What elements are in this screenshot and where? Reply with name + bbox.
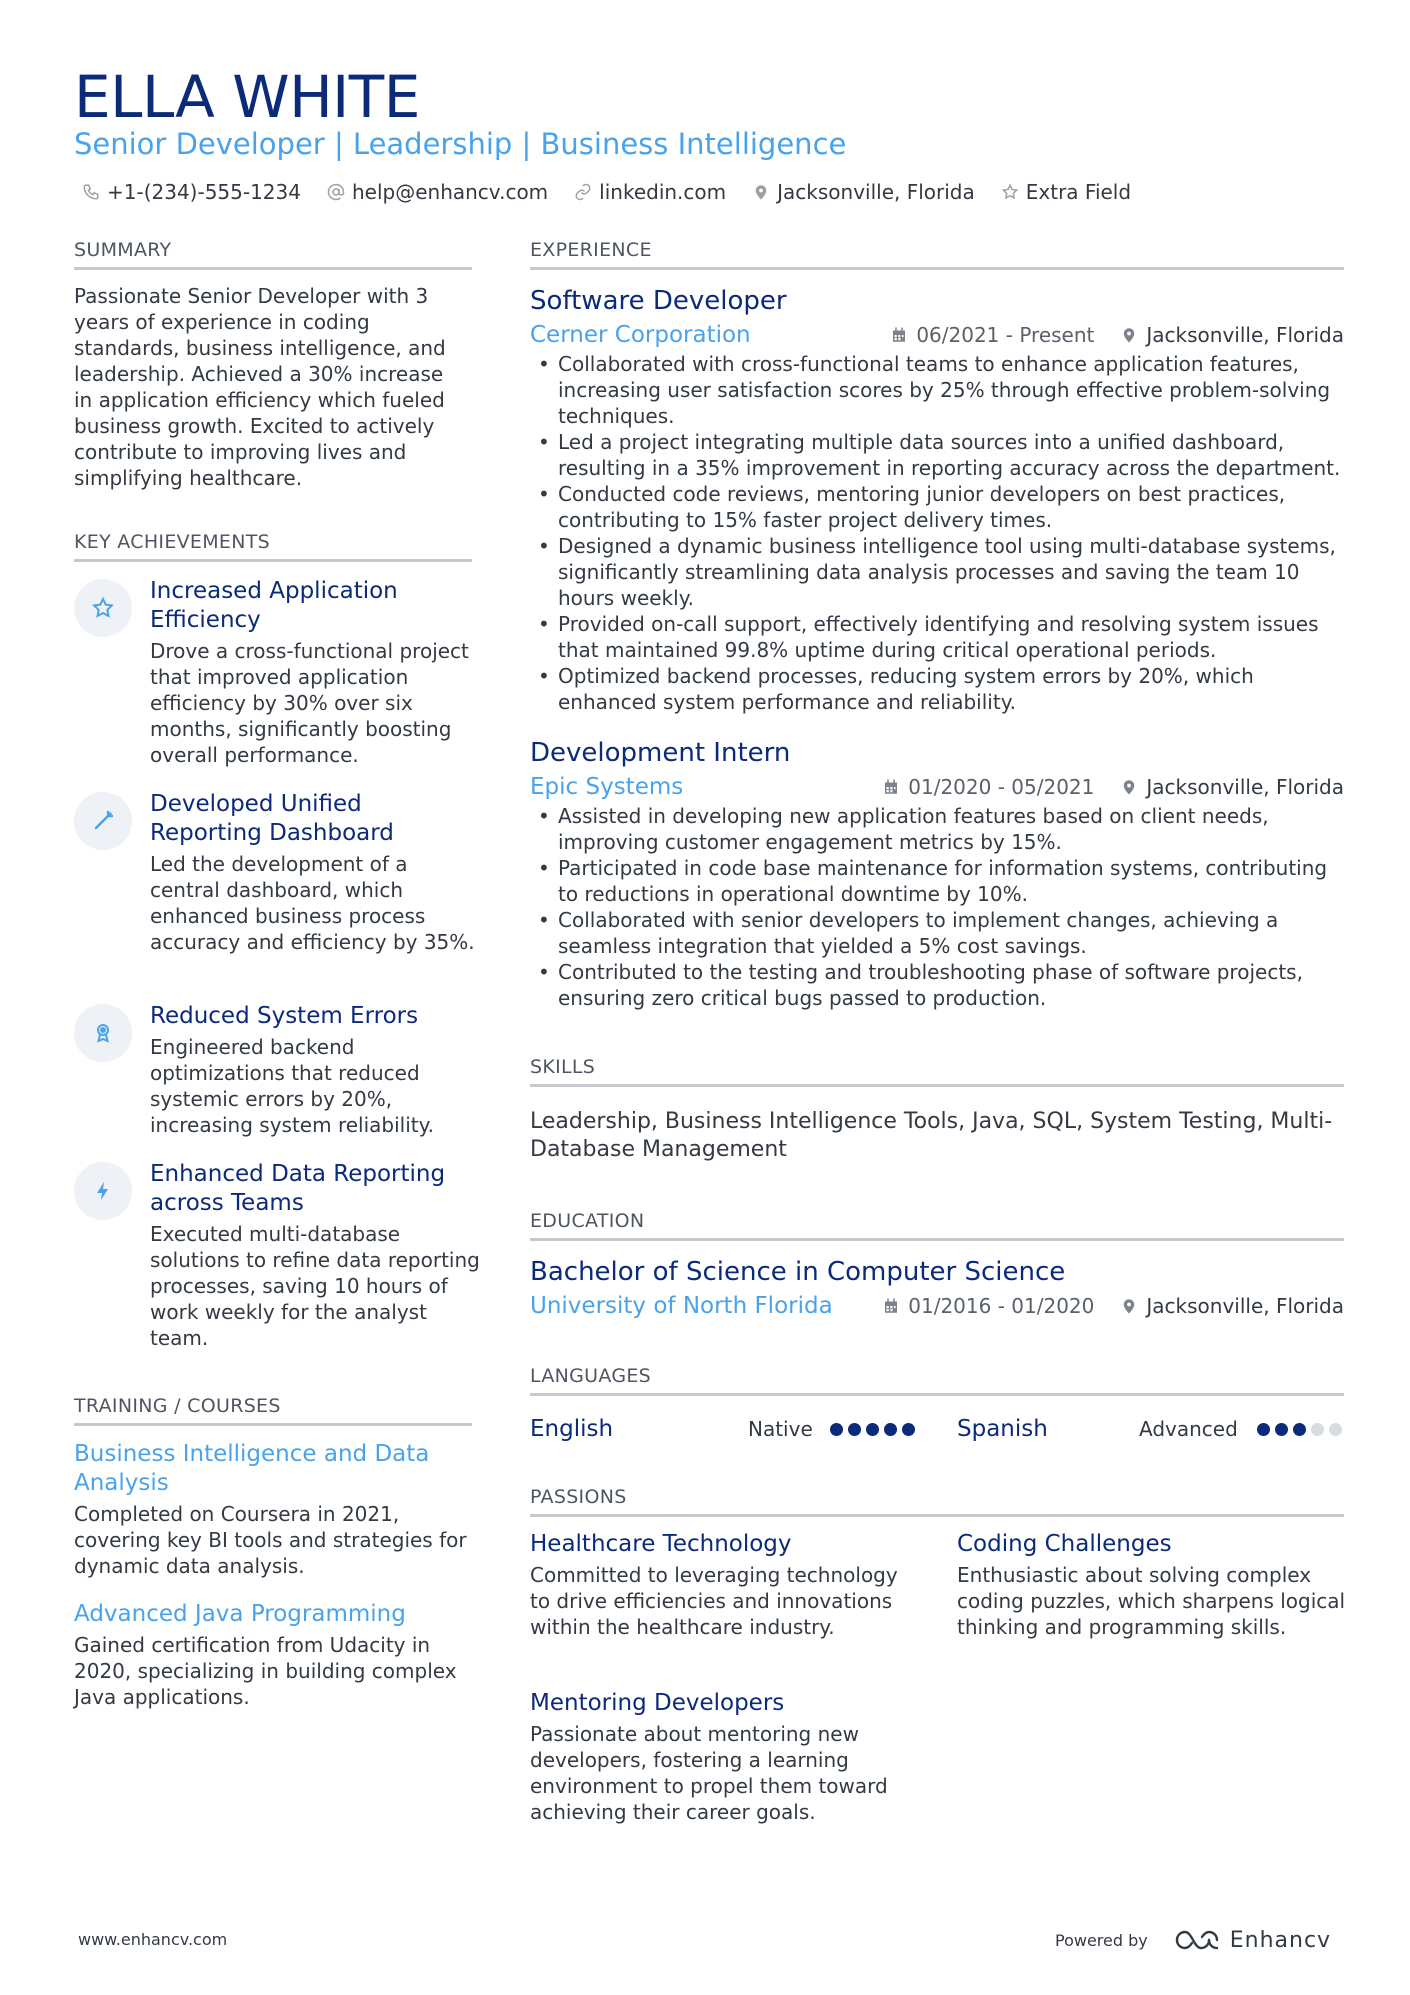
location-pin-icon bbox=[1120, 1297, 1138, 1315]
course-title: Advanced Java Programming bbox=[74, 1601, 406, 1627]
phone-icon bbox=[82, 183, 100, 201]
rating-dot-filled bbox=[1293, 1423, 1306, 1436]
rating-dot-filled bbox=[848, 1423, 861, 1436]
brand-name: Enhancv bbox=[1229, 1927, 1332, 1953]
enhancv-logo-icon bbox=[1174, 1927, 1220, 1953]
school-name[interactable]: University of North Florida bbox=[530, 1293, 833, 1319]
achievement-title: Developed Unified Reporting Dashboard bbox=[150, 791, 394, 846]
star-icon bbox=[1001, 183, 1019, 201]
powered-by-label: Powered by bbox=[1055, 1930, 1148, 1950]
candidate-name: ELLA WHITE bbox=[74, 63, 420, 131]
education-location: Jacksonville, Florida bbox=[1146, 1294, 1344, 1318]
language-rating bbox=[1257, 1423, 1342, 1436]
passion-desc: Enthusiastic about solving complex coding puzzles, which sharpens logical thinking and programming skills. bbox=[957, 1563, 1346, 1639]
language-item bbox=[957, 1413, 1347, 1445]
rating-dot-filled bbox=[1275, 1423, 1288, 1436]
achievements-heading: KEY ACHIEVEMENTS bbox=[74, 529, 472, 562]
job-bullet: • Designed a dynamic business intelligence tool using multi-database systems, significantly streamlining data analysis processes and saving the team 10 hours weekly. bbox=[530, 533, 1344, 611]
achievement-desc: Engineered backend optimizations that reduced systemic errors by 20%, increasing system reliability. bbox=[150, 1035, 434, 1137]
job-bullet: • Collaborated with senior developers to implement changes, achieving a seamless integration that yielded a 5% cost savings. bbox=[530, 907, 1344, 959]
location-pin-icon bbox=[1120, 778, 1138, 796]
skills-text: Leadership, Business Intelligence Tools, Java, SQL, System Testing, Multi-Database Management bbox=[530, 1109, 1333, 1162]
languages-heading: LANGUAGES bbox=[530, 1363, 1344, 1396]
language-name: English bbox=[530, 1416, 614, 1442]
rating-dot-filled bbox=[1257, 1423, 1270, 1436]
calendar-icon bbox=[882, 778, 900, 796]
achievement-desc: Drove a cross-functional project that improved application efficiency by 30% over six months, significantly boosting overall performance. bbox=[150, 639, 469, 767]
rating-dot-filled bbox=[884, 1423, 897, 1436]
language-name: Spanish bbox=[957, 1416, 1048, 1442]
course-item bbox=[74, 1440, 474, 1579]
education-date: 01/2016 - 01/2020 bbox=[908, 1294, 1095, 1318]
education-heading: EDUCATION bbox=[530, 1208, 1344, 1241]
job-bullet: • Contributed to the testing and troubleshooting phase of software projects, ensuring zero critical bugs passed to production. bbox=[530, 959, 1344, 1011]
job-date: 06/2021 - Present bbox=[916, 323, 1095, 347]
contact-phone[interactable]: +1-(234)-555-1234 bbox=[82, 180, 301, 204]
lightning-bolt-icon bbox=[91, 1179, 115, 1203]
contact-email[interactable]: help@enhancv.com bbox=[327, 180, 548, 204]
job-bullet: • Optimized backend processes, reducing system errors by 20%, which enhanced system performance and reliability. bbox=[530, 663, 1344, 715]
job-date: 01/2020 - 05/2021 bbox=[908, 775, 1095, 799]
passion-desc: Committed to leveraging technology to drive efficiencies and innovations within the healthcare industry. bbox=[530, 1563, 898, 1639]
candidate-headline: Senior Developer | Leadership | Business Intelligence bbox=[74, 127, 847, 161]
contact-bar bbox=[82, 178, 1157, 206]
summary-heading: SUMMARY bbox=[74, 237, 472, 270]
language-level: Native bbox=[748, 1417, 813, 1441]
company-name[interactable]: Cerner Corporation bbox=[530, 322, 751, 348]
job-entry bbox=[530, 285, 1344, 715]
achievement-title: Increased Application Efficiency bbox=[150, 578, 398, 633]
degree-title: Bachelor of Science in Computer Science bbox=[530, 1257, 1066, 1287]
calendar-icon bbox=[882, 1297, 900, 1315]
job-bullet: • Provided on-call support, effectively identifying and resolving system issues that maintained 99.8% uptime during critical operational periods. bbox=[530, 611, 1344, 663]
language-item bbox=[530, 1413, 920, 1445]
location-pin-icon bbox=[1120, 326, 1138, 344]
passion-title: Healthcare Technology bbox=[530, 1531, 792, 1557]
achievement-title: Reduced System Errors bbox=[150, 1003, 419, 1029]
achievement-desc: Led the development of a central dashboard, which enhanced business process accuracy and efficiency by 35%. bbox=[150, 852, 475, 954]
achievement-title: Enhanced Data Reporting across Teams bbox=[150, 1161, 446, 1216]
company-name[interactable]: Epic Systems bbox=[530, 774, 684, 800]
training-heading: TRAINING / COURSES bbox=[74, 1393, 472, 1426]
job-bullet: • Assisted in developing new application features based on client needs, improving customer engagement metrics by 15%. bbox=[530, 803, 1344, 855]
job-bullet: • Conducted code reviews, mentoring junior developers on best practices, contributing to 15% faster project delivery times. bbox=[530, 481, 1344, 533]
job-title: Development Intern bbox=[530, 738, 791, 768]
rating-dot-filled bbox=[902, 1423, 915, 1436]
link-icon bbox=[574, 183, 592, 201]
language-level: Advanced bbox=[1139, 1417, 1238, 1441]
passion-item bbox=[530, 1689, 920, 1825]
award-ribbon-icon bbox=[91, 1021, 115, 1045]
location-pin-icon bbox=[752, 183, 770, 201]
course-desc: Gained certification from Udacity in 2020, specializing in building complex Java applications. bbox=[74, 1633, 457, 1709]
contact-location: Jacksonville, Florida bbox=[752, 180, 975, 204]
language-rating bbox=[830, 1423, 915, 1436]
course-item bbox=[74, 1600, 474, 1710]
achievement-desc: Executed multi-database solutions to refine data reporting processes, saving 10 hours of work weekly for the analyst team. bbox=[150, 1222, 480, 1350]
job-bullet: • Collaborated with cross-functional teams to enhance application features, increasing user satisfaction scores by 25% through effective problem-solving techniques. bbox=[530, 351, 1344, 429]
calendar-icon bbox=[890, 326, 908, 344]
course-desc: Completed on Coursera in 2021, covering key BI tools and strategies for dynamic data analysis. bbox=[74, 1502, 467, 1578]
job-bullets bbox=[530, 803, 1344, 1011]
contact-extra-field: Extra Field bbox=[1001, 180, 1131, 204]
summary-text: Passionate Senior Developer with 3 years of experience in coding standards, business intelligence, and leadership. Achieved a 30% increase in application efficiency which fueled business growth. Excited to actively contribute to improving lives and simplifying healthcare. bbox=[74, 284, 446, 490]
job-bullets bbox=[530, 351, 1344, 715]
passions-heading: PASSIONS bbox=[530, 1484, 1344, 1517]
rating-dot-filled bbox=[866, 1423, 879, 1436]
rating-dot-empty bbox=[1329, 1423, 1342, 1436]
job-location: Jacksonville, Florida bbox=[1146, 775, 1344, 799]
job-bullet: • Participated in code base maintenance for information systems, contributing to reductions in operational downtime by 10%. bbox=[530, 855, 1344, 907]
job-entry bbox=[530, 737, 1344, 1011]
education-entry bbox=[530, 1256, 1344, 1322]
enhancv-logo[interactable] bbox=[1174, 1927, 1331, 1953]
passion-title: Mentoring Developers bbox=[530, 1690, 785, 1716]
rating-dot-empty bbox=[1311, 1423, 1324, 1436]
footer-branding bbox=[1055, 1920, 1331, 1960]
contact-linkedin[interactable]: linkedin.com bbox=[574, 180, 726, 204]
experience-heading: EXPERIENCE bbox=[530, 237, 1344, 270]
passion-item bbox=[957, 1530, 1347, 1640]
passion-title: Coding Challenges bbox=[957, 1531, 1172, 1557]
magic-wand-icon bbox=[91, 809, 115, 833]
passion-item bbox=[530, 1530, 920, 1640]
job-title: Software Developer bbox=[530, 286, 787, 316]
footer-website[interactable]: www.enhancv.com bbox=[78, 1930, 228, 1949]
passion-desc: Passionate about mentoring new developers, fostering a learning environment to propel them toward achieving their career goals. bbox=[530, 1722, 888, 1824]
course-title: Business Intelligence and Data Analysis bbox=[74, 1441, 430, 1496]
job-location: Jacksonville, Florida bbox=[1146, 323, 1344, 347]
at-icon bbox=[327, 183, 345, 201]
skills-heading: SKILLS bbox=[530, 1054, 1344, 1087]
star-icon bbox=[91, 596, 115, 620]
rating-dot-filled bbox=[830, 1423, 843, 1436]
job-bullet: • Led a project integrating multiple data sources into a unified dashboard, resulting in a 35% improvement in reporting accuracy across the department. bbox=[530, 429, 1344, 481]
